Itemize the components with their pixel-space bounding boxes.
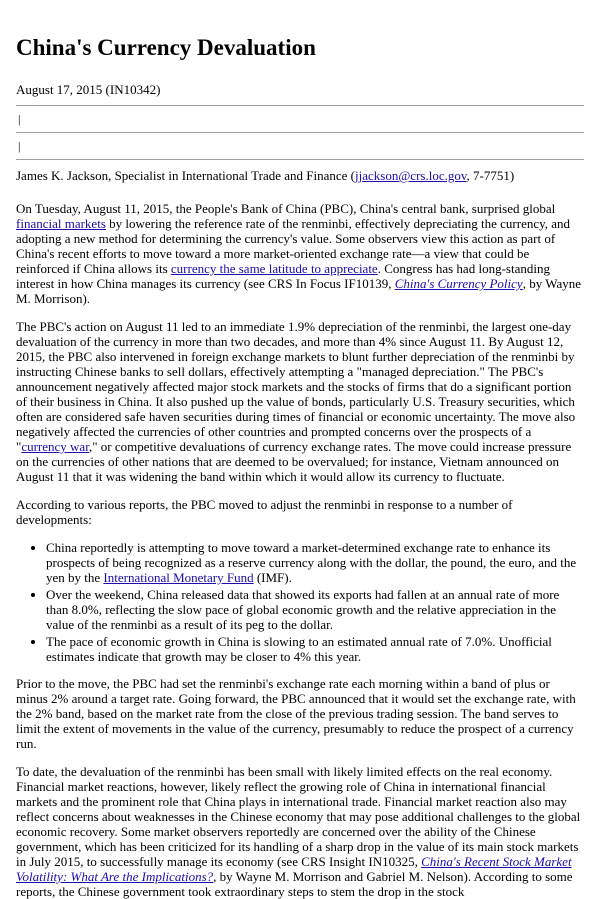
paragraph-1: On Tuesday, August 11, 2015, the People's Bank of China (PBC), China's central bank, surprised global financial markets by lowering the reference rate of the renminbi, effectively depreciating the currency, and adopting a new method for determining the currency's value. Some observers view this action as part of China's recent efforts to move toward a more market-oriented exchange rate—a view that could be reinforced if China allows its currency the same latitude to appreciate. Congress has had long-standing interest in how China manages its currency (see CRS In Focus IF10139, China's Currency Policy, by Wayne M. Morrison).	[16, 201, 581, 306]
stock-volatility-link[interactable]: China's Recent Stock Market Volatility: What Are the Implications?	[16, 854, 572, 884]
developments-list	[16, 540, 584, 664]
author-email-link[interactable]: jjackson@crs.loc.gov	[355, 168, 467, 183]
paragraph-3: According to various reports, the PBC moved to adjust the renminbi in response to a number of developments:	[16, 497, 513, 527]
list-item: • Over the weekend, China released data that showed its exports had fallen at an annual rate of more than 8.0%, reflecting the slow pace of global economic growth and the relative appreciation in the value of the renminbi as a result of its peg to the dollar.	[46, 587, 584, 632]
currency-appreciate-link[interactable]: currency the same latitude to appreciate	[170, 261, 378, 276]
currency-policy-link[interactable]: China's Currency Policy	[394, 276, 523, 291]
divider	[16, 159, 584, 160]
financial-markets-link[interactable]: financial markets	[16, 216, 106, 231]
date-and-id: August 17, 2015 (IN10342)	[16, 82, 161, 97]
list-item: • China reportedly is attempting to move toward a market-determined exchange rate to enhance its prospects of being recognized as a reserve currency along with the dollar, the pound, the euro, and the yen by the International Monetary Fund (IMF).	[46, 540, 584, 585]
anchor-mark: |	[18, 139, 21, 153]
list-item: • The pace of economic growth in China is slowing to an estimated annual rate of 7.0%. Unofficial estimates indicate that growth may be closer to 4% this year.	[46, 634, 584, 664]
anchor-mark: |	[18, 112, 21, 126]
paragraph-5: To date, the devaluation of the renminbi has been small with likely limited effects on the real economy. Financial market reactions, however, likely reflect the growing role of China in international financial markets and the prominent role that China plays in international trade. Financial market reaction also may reflect concerns about weaknesses in the Chinese economy that may pose additional challenges to the global economic recovery. Some market observers reportedly are concerned over the ability of the Chinese government, which has been criticized for its handling of a sharp drop in the value of its main stock markets in July 2015, to successfully manage its economy (see CRS Insight IN10325, China's Recent Stock Market Volatility: What Are the Implications?, by Wayne M. Morrison and Gabriel M. Nelson). According to some reports, the Chinese government took extraordinary steps to stem the drop in the stock	[16, 764, 581, 899]
author-line: James K. Jackson, Specialist in International Trade and Finance (jjackson@crs.loc.gov, 7-7751)	[16, 168, 515, 183]
page-title: China's Currency Devaluation	[16, 35, 316, 60]
currency-war-link[interactable]: currency war	[21, 439, 89, 454]
paragraph-4: Prior to the move, the PBC had set the renminbi's exchange rate each morning within a band of plus or minus 2% around a target rate. Going forward, the PBC announced that it would set the exchange rate, with the 2% band, based on the market rate from the close of the previous trading session. The band serves to limit the extent of movements in the value of the currency, presumably to reduce the prospect of a currency run.	[16, 676, 576, 751]
imf-link[interactable]: International Monetary Fund	[103, 570, 254, 585]
paragraph-2: The PBC's action on August 11 led to an immediate 1.9% depreciation of the renminbi, the largest one-day devaluation of the currency in more than two decades, and more than 4% since August 11. By August 12, 2015, the PBC also intervened in foreign exchange markets to blunt further depreciation of the renminbi by instructing Chinese banks to sell dollars, effectively attempting a "managed depreciation." The PBC's announcement negatively affected major stock markets and the stocks of firms that do a significant portion of their business in China. It also pushed up the value of bonds, particularly U.S. Treasury securities, which often are considered safe haven securities during times of financial or economic uncertainty. The move also negatively affected the currencies of other countries and prompted concerns over the prospects of a "currency war," or competitive devaluations of currency exchange rates. The move could increase pressure on the currencies of other nations that are deemed to be overvalued; for instance, Vietnam announced on August 11 that it was widening the band within which it would allow its currency to fluctuate.	[16, 319, 576, 484]
